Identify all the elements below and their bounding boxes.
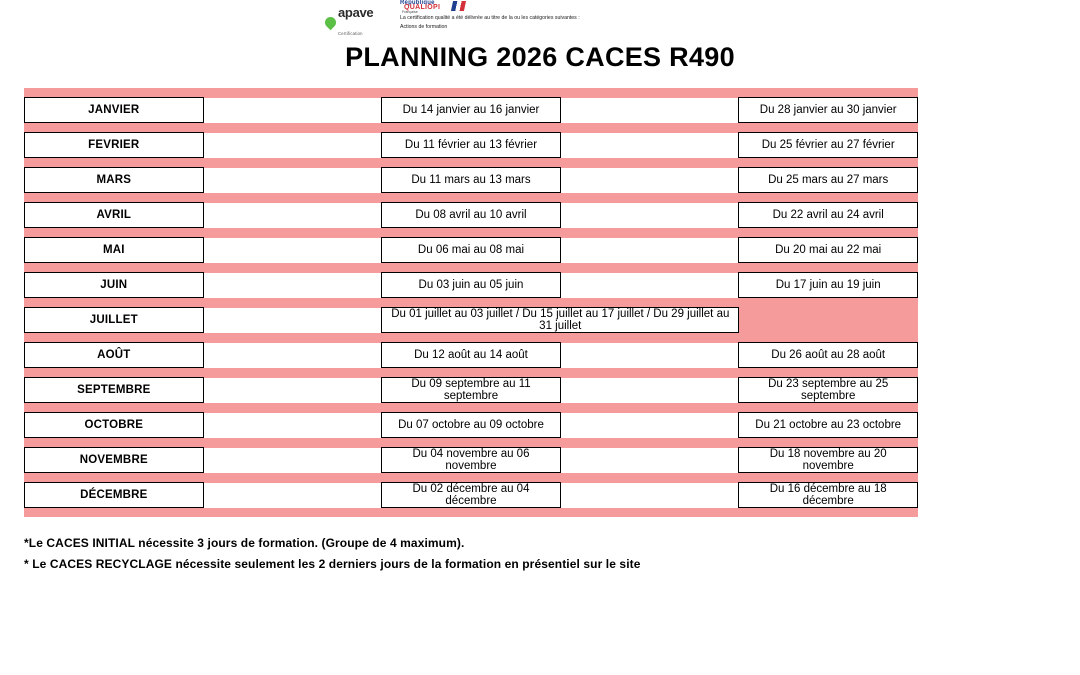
table-spacer-row xyxy=(25,473,918,483)
cell-gap xyxy=(560,413,739,438)
session-cell: Du 18 novembre au 20 novembre xyxy=(739,448,918,473)
cell-gap xyxy=(203,168,382,193)
session-cell: Du 09 septembre au 11 septembre xyxy=(382,378,561,403)
table-row xyxy=(25,238,918,263)
table-row xyxy=(25,448,918,473)
planning-table xyxy=(24,88,918,517)
table-spacer-row xyxy=(25,333,918,343)
apave-logo-text: apave xyxy=(338,5,374,20)
table-row xyxy=(25,133,918,158)
cell-gap xyxy=(560,168,739,193)
cell-gap xyxy=(203,203,382,228)
session-cell: Du 04 novembre au 06 novembre xyxy=(382,448,561,473)
session-cell: Du 11 mars au 13 mars xyxy=(382,168,561,193)
table-spacer-row xyxy=(25,158,918,168)
session-cell: Du 17 juin au 19 juin xyxy=(739,273,918,298)
table-row xyxy=(25,203,918,228)
session-cell: Du 21 octobre au 23 octobre xyxy=(739,413,918,438)
session-cell: Du 28 janvier au 30 janvier xyxy=(739,98,918,123)
cell-gap xyxy=(203,378,382,403)
footnote-recyclage: * Le CACES RECYCLAGE nécessite seulement les 2 derniers jours de la formation en présentiel sur le site xyxy=(24,557,641,571)
leaf-icon xyxy=(323,14,339,30)
session-cell: Du 11 février au 13 février xyxy=(382,133,561,158)
qualiopi-caption-line-1: La certification qualité a été délivrée au titre de la ou les catégories suivantes : xyxy=(400,15,580,21)
cell-gap xyxy=(560,133,739,158)
table-row xyxy=(25,273,918,298)
planning-table-container xyxy=(24,88,918,517)
qualiopi-mark-main: QUALIOPI xyxy=(404,4,441,11)
qualiopi-mark-top: République xyxy=(400,0,435,6)
cell-gap xyxy=(203,238,382,263)
session-cell: Du 25 février au 27 février xyxy=(739,133,918,158)
session-cell: Du 03 juin au 05 juin xyxy=(382,273,561,298)
month-cell: SEPTEMBRE xyxy=(25,378,204,403)
session-cell: Du 14 janvier au 16 janvier xyxy=(382,98,561,123)
cell-gap xyxy=(203,343,382,368)
header-logo-bar xyxy=(0,0,1080,36)
qualiopi-mark-sub: Française xyxy=(402,10,418,14)
session-cell: Du 23 septembre au 25 septembre xyxy=(739,378,918,403)
month-cell: JUIN xyxy=(25,273,204,298)
cell-gap xyxy=(560,238,739,263)
session-cell: Du 01 juillet au 03 juillet / Du 15 juillet au 17 juillet / Du 29 juillet au 31 juillet xyxy=(382,308,739,333)
table-spacer-row xyxy=(25,298,918,308)
apave-logo xyxy=(325,4,373,40)
month-cell: MARS xyxy=(25,168,204,193)
table-spacer-row xyxy=(25,438,918,448)
cell-gap xyxy=(203,413,382,438)
qualiopi-mark xyxy=(400,0,640,14)
session-cell: Du 26 août au 28 août xyxy=(739,343,918,368)
page-title: PLANNING 2026 CACES R490 xyxy=(345,42,735,72)
qualiopi-caption-line-2: Actions de formation xyxy=(400,24,448,30)
table-row xyxy=(25,308,918,333)
cell-gap xyxy=(203,448,382,473)
session-cell: Du 25 mars au 27 mars xyxy=(739,168,918,193)
cell-gap xyxy=(560,273,739,298)
table-spacer-row xyxy=(25,368,918,378)
table-row xyxy=(25,378,918,403)
french-flag-icon xyxy=(451,1,466,11)
month-cell: DÉCEMBRE xyxy=(25,483,204,508)
cell-gap xyxy=(203,273,382,298)
session-cell: Du 12 août au 14 août xyxy=(382,343,561,368)
session-cell: Du 06 mai au 08 mai xyxy=(382,238,561,263)
cell-gap xyxy=(203,483,382,508)
cell-gap xyxy=(203,308,382,333)
cell-gap xyxy=(560,448,739,473)
month-cell: MAI xyxy=(25,238,204,263)
cell-gap xyxy=(203,133,382,158)
session-cell: Du 08 avril au 10 avril xyxy=(382,203,561,228)
table-spacer-row xyxy=(25,123,918,133)
cell-gap xyxy=(560,343,739,368)
session-cell: Du 02 décembre au 04 décembre xyxy=(382,483,561,508)
month-cell: AOÛT xyxy=(25,343,204,368)
month-cell: NOVEMBRE xyxy=(25,448,204,473)
qualiopi-logo xyxy=(400,0,640,30)
table-row xyxy=(25,413,918,438)
cell-gap xyxy=(560,203,739,228)
table-row xyxy=(25,168,918,193)
table-row xyxy=(25,343,918,368)
session-cell: Du 07 octobre au 09 octobre xyxy=(382,413,561,438)
session-cell: Du 22 avril au 24 avril xyxy=(739,203,918,228)
cell-gap xyxy=(560,98,739,123)
table-spacer-row xyxy=(25,228,918,238)
table-spacer-row xyxy=(25,403,918,413)
month-cell: OCTOBRE xyxy=(25,413,204,438)
table-spacer-row xyxy=(25,508,918,518)
cell-gap xyxy=(560,483,739,508)
table-row xyxy=(25,483,918,508)
month-cell: JUILLET xyxy=(25,308,204,333)
table-row xyxy=(25,98,918,123)
month-cell: JANVIER xyxy=(25,98,204,123)
footnote-initial: *Le CACES INITIAL nécessite 3 jours de formation. (Groupe de 4 maximum). xyxy=(24,536,465,550)
cell-gap xyxy=(560,378,739,403)
footnotes xyxy=(24,536,964,578)
month-cell: FEVRIER xyxy=(25,133,204,158)
apave-logo-subtitle: Certification xyxy=(338,31,363,36)
table-spacer-row xyxy=(25,193,918,203)
table-spacer-row xyxy=(25,263,918,273)
session-cell: Du 16 décembre au 18 décembre xyxy=(739,483,918,508)
cell-gap xyxy=(203,98,382,123)
session-cell: Du 20 mai au 22 mai xyxy=(739,238,918,263)
month-cell: AVRIL xyxy=(25,203,204,228)
table-spacer-row xyxy=(25,88,918,98)
